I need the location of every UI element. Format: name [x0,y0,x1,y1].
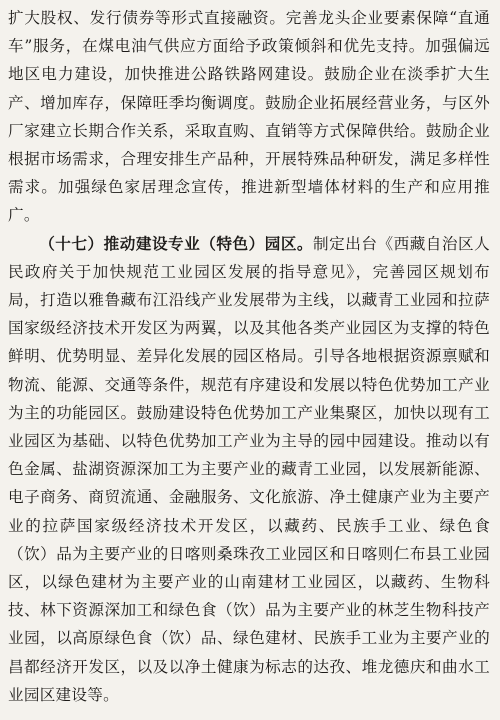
paragraph-1-text: 扩大股权、发行债券等形式直接融资。完善龙头企业要素保障“直通车”服务，在煤电油气供应方面给予政策倾斜和优先支持。加强偏远地区电力建设，加快推进公路铁路网建设。鼓励企业在淡季扩大生产、增加库存，保障旺季均衡调度。鼓励企业拓展经营业务，与区外厂家建立长期合作关系，采取直购、直销等方式保障供给。鼓励企业根据市场需求，合理安排生产品种，开展特殊品种研发，满足多样性需求。加强绿色家居理念宣传，推进新型墙体材料的生产和应用推广。 [8,9,490,225]
paragraph-2-body: 制定出台《西藏自治区人民政府关于加快规范工业园区发展的指导意见》，完善园区规划布局，打造以雅鲁藏布江沿线产业发展带为主线，以藏青工业园和拉萨国家级经济技术开发区为两翼，以及其他各类产业园区为支撑的特色鲜明、优势明显、差异化发展的园区格局。引导各地根据资源禀赋和物流、能源、交通等条件，规范有序建设和发展以特色优势加工产业为主的功能园区。鼓励建设特色优势加工产业集聚区，加快以现有工业园区为基础、以特色优势加工产业为主导的园中园建设。推动以有色金属、盐湖资源深加工为主要产业的藏青工业园，以发展新能源、电子商务、商贸流通、金融服务、文化旅游、净土健康产业为主要产业的拉萨国家级经济技术开发区，以藏药、民族手工业、绿色食（饮）品为主要产业的日喀则桑珠孜工业园区和日喀则仁布县工业园区，以绿色建材为主要产业的山南建材工业园区，以藏药、生物科技、林下资源深加工和绿色食（饮）品为主要产业的林芝生物科技产业园，以高原绿色食（饮）品、绿色建材、民族手工业为主要产业的昌都经济开发区，以及以净土健康为标志的达孜、堆龙德庆和曲水工业园区建设等。 [8,234,490,704]
section-heading: （十七）推动建设专业（特色）园区。 [39,234,314,253]
paragraph-1 [8,4,490,230]
paragraph-2 [8,230,490,709]
